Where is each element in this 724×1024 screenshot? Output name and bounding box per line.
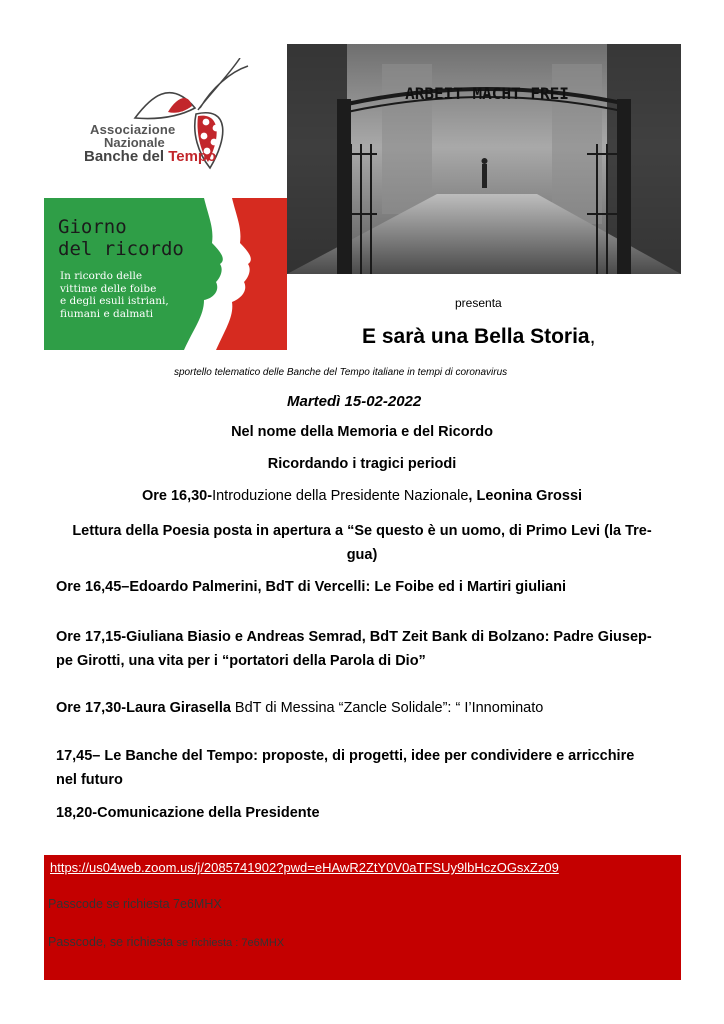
logo-line-2: Nazionale [104,135,165,150]
poster-subtitle: In ricordo delle vittime delle foibe e degli esuli istriani, fiumani e dalmati [60,270,169,320]
association-logo [80,58,290,173]
zoom-info-box [44,855,681,980]
page-title: E sarà una Bella Storia, [362,325,596,348]
memoria-line: Nel nome della Memoria e del Ricordo [231,424,493,440]
program-item-4: 17,45– Le Banche del Tempo: proposte, di progetti, idee per condividere e arricchire nel futuro [56,748,635,788]
program-intro: Ore 16,30-Introduzione della Presidente Nazionale, Leonina Grossi [141,488,583,504]
presenta-text: presenta [455,296,502,310]
gate-photo-icon [287,44,681,274]
gate-sign-text: ARBEIT MACHT FREI [405,84,569,103]
passcode-line-2: Passcode, se richiesta se richiesta : 7e6MHX [48,935,285,949]
gate-photo [287,44,681,274]
program-item-5: 18,20-Comunicazione della Presidente [56,805,320,821]
ricordando-line: Ricordando i tragici periodi [267,456,457,472]
logo-line-3: Banche del Tempo [84,148,217,165]
zoom-link[interactable]: https://us04web.zoom.us/j/2085741902?pwd=eHAwR2ZtY0V0aTFSUy9lbHczOGsxZz09 [50,860,559,875]
program-item-1: Ore 16,45–Edoardo Palmerini, BdT di Vercelli: Le Foibe ed i Martiri giuliani [56,579,567,595]
program-item-3: Ore 17,30-Laura Girasella BdT di Messina “Zancle Solidale”: “ I’Innominato [56,700,544,716]
page-subtitle: sportello telematico delle Banche del Tempo italiane in tempi di coronavirus [174,367,508,378]
program-item-2: Ore 17,15-Giuliana Biasio e Andreas Semrad, BdT Zeit Bank di Bolzano: Padre Giusep- pe Girotti, una vita per i “portatori della Parola di Dio” [56,629,652,669]
program-lettura: Lettura della Poesia posta in apertura a “Se questo è un uomo, di Primo Levi (la Tre- gua) [72,523,652,563]
event-date: Martedì 15-02-2022 [287,393,422,410]
passcode-line-1: Passcode se richiesta 7e6MHX [48,897,222,911]
giorno-del-ricordo-poster [44,198,287,350]
logo-line-1: Associazione [90,122,176,137]
poster-title: Giorno del ricordo [58,216,184,260]
